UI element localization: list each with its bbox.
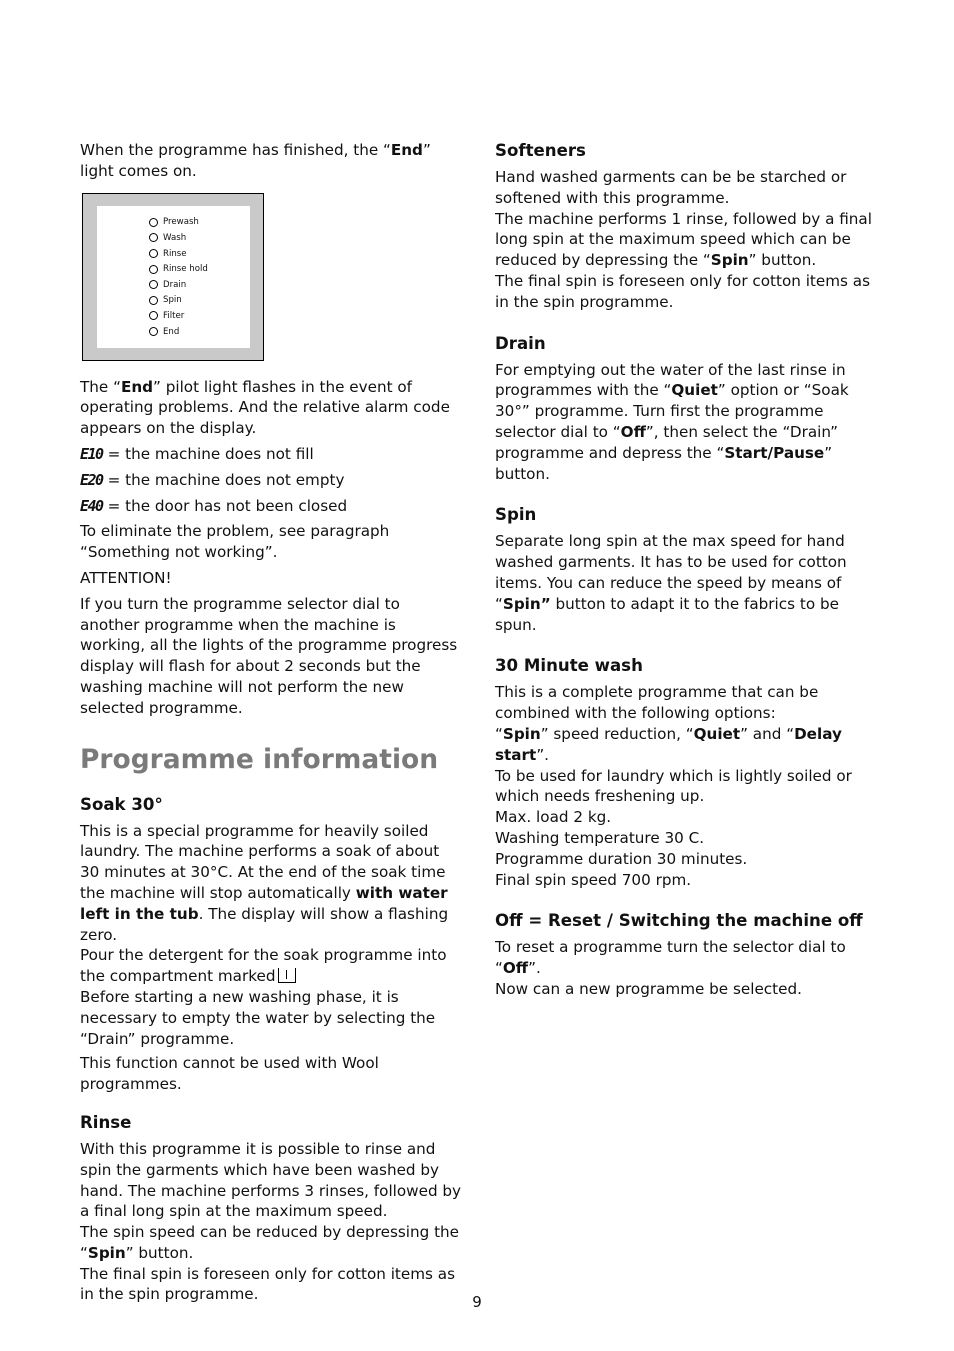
soak-p3: Before starting a new washing phase, it is necessary to empty the water by selecting the “Drain” programme. [80, 987, 436, 1048]
soak-title: Soak 30° [80, 794, 163, 814]
rinse-p2: The spin speed can be reduced by depressing the “Spin” button. [80, 1223, 460, 1262]
off-title: Off = Reset / Switching the machine off [495, 911, 863, 931]
alarm-code: E20 [80, 470, 103, 489]
alarm-row-e10 [80, 444, 462, 465]
panel-display [97, 206, 250, 348]
wash30-p5: Washing temperature 30 C. [495, 828, 705, 847]
soak-p4: This function cannot be used with Wool programmes. [80, 1054, 379, 1094]
alarm-text: = the door has not been closed [107, 496, 348, 515]
drain-text: For emptying out the water of the last rinse in programmes with the “Quiet” option or “Soak 30°” programme. Turn first the programme selector dial to “Off”, then select the “Drain” programme and depress the “Start/Pause” button. [495, 360, 849, 483]
led-row-rinse: Rinse [149, 246, 208, 262]
led-row-wash: Wash [149, 230, 208, 246]
wash30-p1: This is a complete programme that can be combined with the following options: [495, 683, 819, 723]
led-icon [149, 233, 158, 242]
alarm-row-e20 [80, 470, 462, 491]
led-row-drain: Drain [149, 277, 208, 293]
led-icon [149, 327, 158, 336]
softeners-p2: The machine performs 1 rinse, followed by a final long spin at the maximum speed which can be reduced by depressing the “Spin” button. [495, 209, 872, 270]
led-row-end: End [149, 324, 208, 340]
led-list [149, 215, 208, 340]
off-p1: To reset a programme turn the selector dial to “Off”. [495, 938, 846, 978]
softeners-title: Softeners [495, 141, 586, 160]
led-icon [149, 265, 158, 274]
alarm-code: E10 [80, 444, 103, 463]
soak-p1: This is a special programme for heavily soiled laundry. The machine performs a soak of about 30 minutes at 30°C. At the end of the soak time the machine will stop automatically with water left in the tub. The display will show a flashing zero. [80, 821, 449, 944]
softeners-p1: Hand washed garments can be be starched or softened with this programme. [495, 168, 847, 207]
rinse-p3: The final spin is foreseen only for cotton items as in the spin programme. [80, 1264, 455, 1304]
led-row-rinse-hold: Rinse hold [149, 261, 208, 277]
rinse-title: Rinse [80, 1112, 132, 1132]
wash30-p6: Programme duration 30 minutes. [495, 849, 748, 868]
alarm-text: = the machine does not empty [107, 470, 345, 489]
led-icon [149, 296, 158, 305]
wash30-options: “Spin” speed reduction, “Quiet” and “Delay start”. [495, 724, 842, 764]
alarm-text: = the machine does not fill [107, 444, 314, 463]
led-row-spin: Spin [149, 293, 208, 309]
spin-text: Separate long spin at the max speed for hand washed garments. It has to be used for cotton items. You can reduce the speed by means of “Spin” button to adapt it to the fabrics to be spun. [495, 532, 847, 634]
wash30-section [495, 655, 881, 890]
alarm-code: E40 [80, 496, 103, 515]
end-flash-text: The “End” pilot light flashes in the event of operating problems. And the relative alarm code appears on the display. [80, 377, 450, 438]
wash30-p4: Max. load 2 kg. [495, 808, 612, 827]
spin-title: Spin [495, 505, 537, 525]
attention-text: If you turn the programme selector dial to another programme when the machine is working, all the lights of the programme progress display will flash for about 2 seconds but the washing machine will not perform the new selected programme. [80, 594, 458, 717]
wash30-p7: Final spin speed 700 rpm. [495, 870, 692, 889]
programme-progress-panel [82, 193, 264, 361]
softeners-p3: The final spin is foreseen only for cotton items as in the spin programme. [495, 271, 870, 311]
soak-section [80, 794, 462, 1095]
led-icon [149, 311, 158, 320]
led-icon [149, 218, 158, 227]
alarm-row-e40 [80, 496, 462, 517]
soak-p2: Pour the detergent for the soak programme into the compartment marked [80, 946, 447, 986]
compartment-icon [278, 968, 296, 983]
drain-title: Drain [495, 333, 546, 353]
off-section [495, 910, 881, 999]
led-icon [149, 280, 158, 289]
page-title: Programme information [80, 743, 439, 775]
intro-text: When the programme has finished, the “End” light comes on. [80, 141, 431, 180]
led-row-filter: Filter [149, 308, 208, 324]
right-column [495, 140, 881, 1016]
attention-label: ATTENTION! [80, 568, 172, 587]
led-icon [149, 249, 158, 258]
page-number: 9 [472, 1293, 482, 1311]
eliminate-text: To eliminate the problem, see paragraph “Something not working”. [80, 522, 390, 562]
wash30-title: 30 Minute wash [495, 656, 643, 676]
off-p2: Now can a new programme be selected. [495, 979, 802, 998]
rinse-p1: With this programme it is possible to rinse and spin the garments which have been washed by hand. The machine performs 3 rinses, followed by a final long spin at the maximum speed. [80, 1139, 462, 1221]
left-column [80, 140, 462, 1321]
drain-section [495, 333, 881, 485]
wash30-p3: To be used for laundry which is lightly soiled or which needs freshening up. [495, 766, 852, 806]
spin-section [495, 504, 881, 635]
softeners-section [495, 140, 881, 313]
rinse-section [80, 1112, 462, 1305]
led-row-prewash: Prewash [149, 215, 208, 231]
